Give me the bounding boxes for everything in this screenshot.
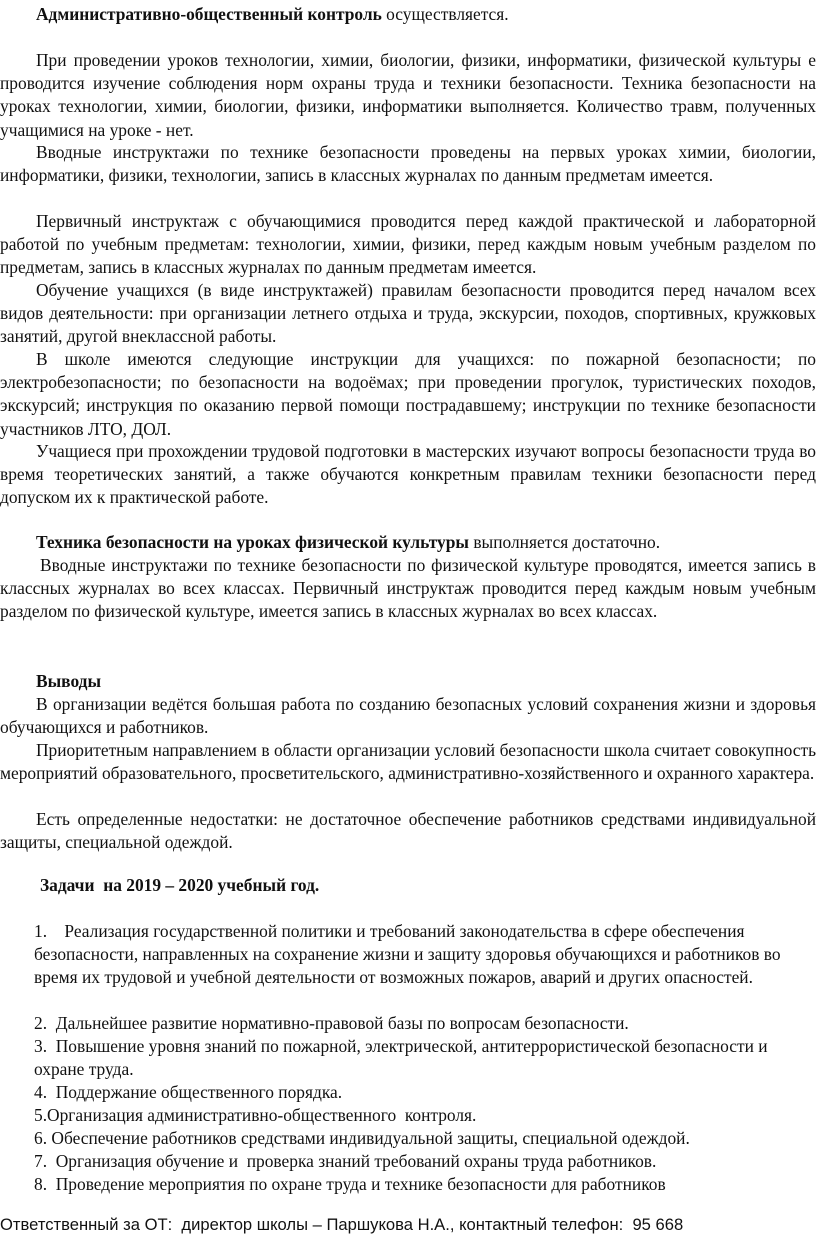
task-item-1: 1. Реализация государственной политики и требований законодательства в сфере обеспечения безопасности, направленных на сохранение жизни и защиту здоровья обучающихся и работников во время их трудовой и учебной деятельности от возможных пожаров, аварий и других опасностей.	[34, 921, 785, 988]
paragraph-4: Обучение учащихся (в виде инструктажей) правилам безопасности проводится перед началом всех видов деятельности: при организации летнего отдыха и труда, экскурсии, походов, спортивных, кружковых занятий, другой внеклассной работы.	[0, 280, 816, 347]
paragraph-5: В школе имеются следующие инструкции для учащихся: по пожарной безопасности; по электробезопасности; по безопасности на водоёмах; при проведении прогулок, туристических походов, экскурсий; инструкция по оказанию первой помощи пострадавшему; инструкции по технике безопасности участников ЛТО, ДОЛ.	[0, 349, 816, 439]
conclusion-paragraph-1: В организации ведётся большая работа по созданию безопасных условий сохранения жизни и здоровья обучающихся и работников.	[0, 694, 816, 738]
footer-responsible-contact: Ответственный за ОТ: директор школы – Паршукова Н.А., контактный телефон: 95 668	[0, 1215, 684, 1234]
task-item-4: 4. Поддержание общественного порядка.	[34, 1082, 343, 1102]
paragraph-3: Первичный инструктаж с обучающимися проводится перед каждой практической и лабораторной работой по учебным предметам: технологии, химии, физики, перед каждым новым учебным разделом по предметам, запись в классных журналах по данным предметам имеется.	[0, 211, 816, 278]
section-heading-admin-control	[36, 3, 796, 26]
task-item-3: 3. Повышение уровня знаний по пожарной, электрической, антитеррористической безопасности и охране труда.	[34, 1036, 772, 1080]
task-item-7: 7. Организация обучение и проверка знаний требований охраны труда работников.	[34, 1151, 657, 1171]
paragraph-1: При проведении уроков технологии, химии, биологии, физики, информатики, физической культуры е проводится изучение соблюдения норм охраны труда и техники безопасности. Техника безопасности на уроках технологии, химии, биологии, физики, информатики выполняется. Количество травм, полученных учащимися на уроке - нет.	[0, 50, 816, 140]
section-heading-rest: выполняется достаточно.	[468, 532, 661, 552]
task-item-2: 2. Дальнейшее развитие нормативно-правовой базы по вопросам безопасности.	[34, 1013, 629, 1033]
conclusions-heading: Выводы	[36, 671, 102, 691]
paragraph-6: Учащиеся при прохождении трудовой подготовки в мастерских изучают вопросы безопасности труда во время теоретических занятий, а также обучаются конкретным правилам техники безопасности перед допуском их к практической работе.	[0, 441, 816, 508]
conclusion-paragraph-3: Есть определенные недостатки: не достаточное обеспечение работников средствами индивидуальной защиты, специальной одеждой.	[0, 809, 816, 853]
conclusion-paragraph-2: Приоритетным направлением в области организации условий безопасности школа считает совокупность мероприятий образовательного, просветительского, административно-хозяйственного и охранного характера.	[0, 740, 816, 784]
section-heading-bold: Административно-общественный контроль	[36, 4, 382, 24]
task-item-8: 8. Проведение мероприятия по охране труда и технике безопасности для работников	[34, 1174, 666, 1194]
task-item-6: 6. Обеспечение работников средствами индивидуальной защиты, специальной одеждой.	[34, 1128, 690, 1148]
section-heading-bold: Техника безопасности на уроках физической культуры	[36, 532, 469, 552]
tasks-heading: Задачи на 2019 – 2020 учебный год.	[40, 875, 320, 895]
paragraph-pe: Вводные инструктажи по технике безопасности по физической культуре проводятся, имеется запись в классных журналах во всех классах. Первичный инструктаж проводится перед каждым новым учебным разделом по физической культуре, имеется запись в классных журналах во всех классах.	[0, 555, 816, 622]
paragraph-2: Вводные инструктажи по технике безопасности проведены на первых уроках химии, биологии, информатики, физики, технологии, запись в классных журналах по данным предметам имеется.	[0, 142, 816, 186]
section-heading-rest: осуществляется.	[381, 4, 509, 24]
task-item-5: 5.Организация административно-общественного контроля.	[34, 1105, 477, 1125]
section-heading-pe-safety	[36, 531, 796, 554]
